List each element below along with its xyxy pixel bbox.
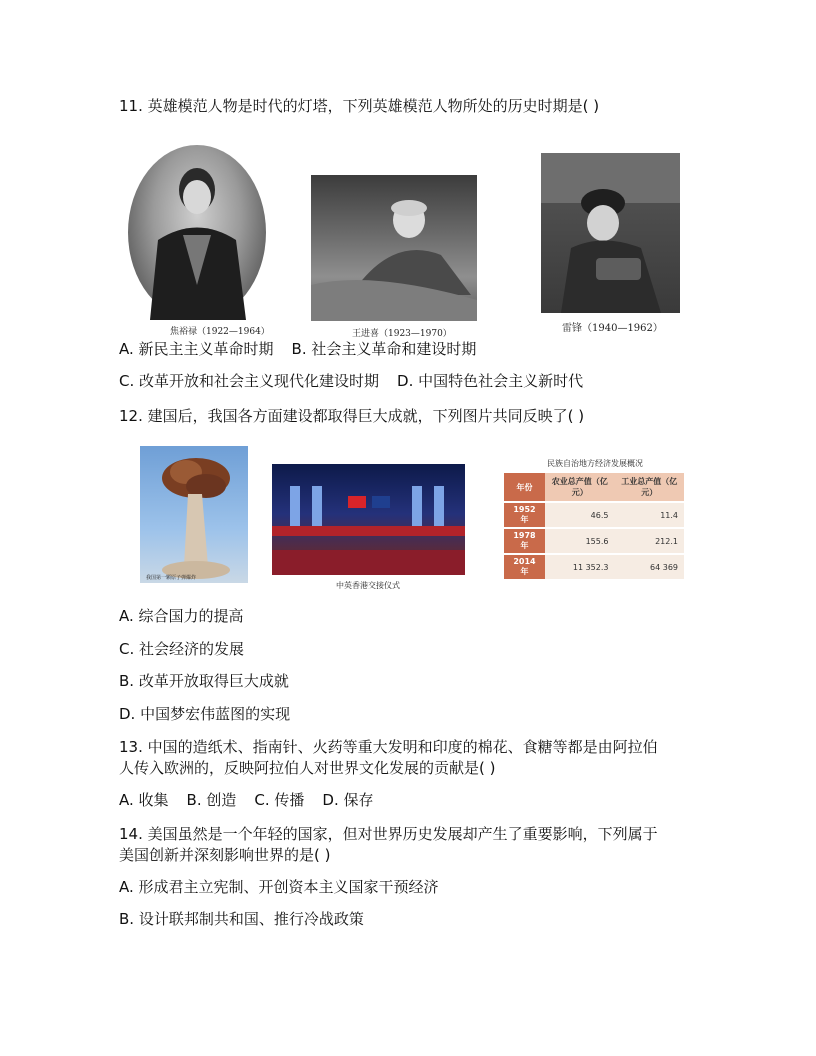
q13-stem-line1: 13. 中国的造纸术、指南针、火药等重大发明和印度的棉花、食糖等都是由阿拉伯 — [119, 738, 658, 756]
q13-option-b[interactable]: B. 创造 — [186, 791, 237, 809]
q13-option-c[interactable]: C. 传播 — [254, 791, 305, 809]
q12-option-d[interactable]: D. 中国梦宏伟蓝图的实现 — [119, 705, 291, 723]
q14-stem-line1: 14. 美国虽然是一个年轻的国家，但对世界历史发展却产生了重要影响，下列属于 — [119, 825, 658, 843]
table-cell: 155.6 — [545, 528, 614, 554]
table-cell: 1952年 — [504, 502, 545, 528]
table-header-industry: 工业总产值（亿元） — [614, 473, 684, 502]
q14-stem-line2: 美国创新并深刻影响世界的是( ) — [119, 846, 331, 864]
table-header-row — [504, 473, 684, 502]
caption-bomb: 我国第一颗原子弹爆炸 — [146, 575, 197, 581]
table-cell: 46.5 — [545, 502, 614, 528]
q11-option-d[interactable]: D. 中国特色社会主义新时代 — [397, 372, 584, 390]
economy-table-figure — [504, 458, 686, 579]
hong-kong-handover-photo — [272, 464, 465, 575]
q14-option-b[interactable]: B. 设计联邦制共和国、推行冷战政策 — [119, 910, 364, 928]
table-cell: 11 352.3 — [545, 554, 614, 579]
hero-photo-lei — [541, 153, 680, 313]
hero-photo-wang — [311, 175, 477, 321]
q13-option-d[interactable]: D. 保存 — [322, 791, 374, 809]
table-cell: 2014年 — [504, 554, 545, 579]
q12-option-a[interactable]: A. 综合国力的提高 — [119, 607, 244, 625]
q13-stem-line2: 人传入欧洲的，反映阿拉伯人对世界文化发展的贡献是( ) — [119, 759, 496, 777]
atomic-bomb-photo — [140, 446, 248, 583]
q11-option-b[interactable]: B. 社会主义革命和建设时期 — [291, 340, 477, 358]
q12-option-b[interactable]: B. 改革开放取得巨大成就 — [119, 672, 289, 690]
table-row — [504, 502, 684, 528]
table-cell: 64 369 — [614, 554, 684, 579]
economy-table-title: 民族自治地方经济发展概况 — [547, 459, 643, 468]
table-cell: 11.4 — [614, 502, 684, 528]
q12-stem: 12. 建国后，我国各方面建设都取得巨大成就，下列图片共同反映了( ) — [119, 407, 585, 425]
q14-option-a[interactable]: A. 形成君主立宪制、开创资本主义国家干预经济 — [119, 878, 439, 896]
q11-option-c[interactable]: C. 改革开放和社会主义现代化建设时期 — [119, 372, 380, 390]
table-header-agriculture: 农业总产值（亿元） — [545, 473, 614, 502]
q11-options-row2 — [119, 369, 583, 393]
caption-jiao: 焦裕禄（1922—1964） — [170, 327, 270, 337]
caption-lei: 雷锋（1940—1962） — [562, 323, 663, 334]
table-row — [504, 528, 684, 554]
q12-option-c[interactable]: C. 社会经济的发展 — [119, 640, 245, 658]
q11-stem: 11. 英雄模范人物是时代的灯塔，下列英雄模范人物所处的历史时期是( ) — [119, 97, 600, 115]
q13-option-a[interactable]: A. 收集 — [119, 791, 169, 809]
q11-option-a[interactable]: A. 新民主主义革命时期 — [119, 340, 274, 358]
q11-options-row1 — [119, 337, 476, 361]
table-row — [504, 554, 684, 579]
table-header-year: 年份 — [504, 473, 545, 502]
caption-handover: 中英香港交接仪式 — [336, 581, 400, 590]
table-cell: 212.1 — [614, 528, 684, 554]
table-cell: 1978年 — [504, 528, 545, 554]
caption-wang: 王进喜（1923—1970） — [352, 329, 452, 339]
economy-table — [504, 473, 684, 579]
q13-options-row — [119, 788, 373, 812]
hero-photo-jiao — [128, 145, 266, 320]
